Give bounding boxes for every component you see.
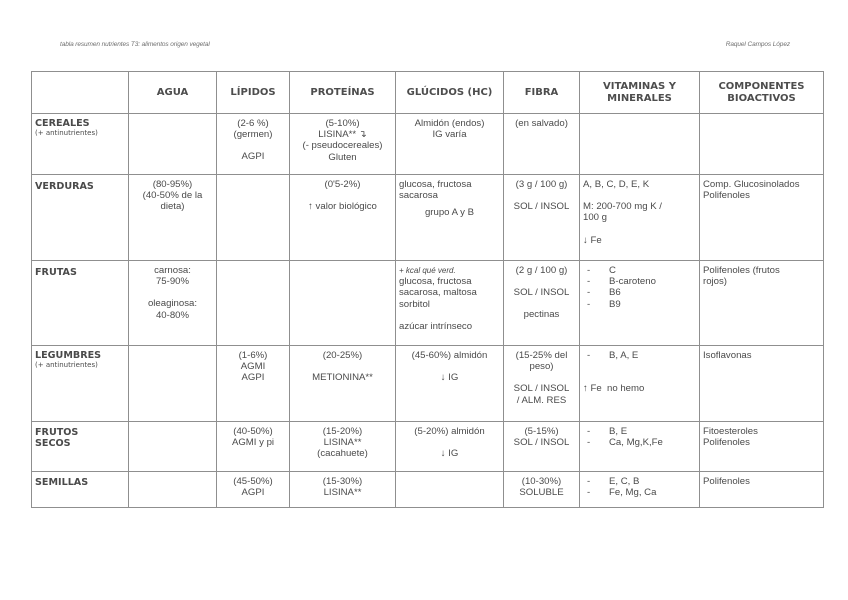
spacer <box>293 190 392 201</box>
cell-frutas-bioactivos <box>700 261 824 346</box>
cell-legumbres-bioactivos <box>700 346 824 422</box>
table-header-row <box>32 72 824 114</box>
cell-legumbres-proteinas <box>290 346 396 422</box>
cell-line: dieta) <box>160 201 185 213</box>
spacer <box>583 224 696 235</box>
row-label-semillas <box>32 472 129 508</box>
table-row-verduras <box>32 175 824 261</box>
spacer <box>507 276 576 287</box>
cell-line: (20-25%) <box>322 350 363 361</box>
cell-line: ↓ Fe <box>583 234 602 246</box>
document-header-left: tabla resumen nutrientes T3: alimentos origen vegetal <box>60 41 210 48</box>
row-label-verduras <box>32 175 129 261</box>
cell-verduras-fibra <box>504 175 580 261</box>
spacer <box>399 437 500 448</box>
cell-line: (1-6%) <box>238 350 268 361</box>
cell-line: (10-30%) <box>521 476 562 487</box>
cell-cereales-fibra <box>504 114 580 175</box>
cell-frutos-secos-lipidos <box>217 422 290 472</box>
spacer <box>583 190 696 201</box>
cell-line: oleaginosa: <box>147 298 198 310</box>
cell-line: (40-50% de la <box>142 190 203 202</box>
bullet-text: Ca, Mg,K,Fe <box>609 437 663 449</box>
bullet-item <box>583 265 696 276</box>
row-name: LEGUMBRES <box>35 350 102 361</box>
cell-line: Polifenoles <box>703 190 750 202</box>
cell-line: ↓ IG <box>440 448 459 460</box>
spacer <box>507 372 576 383</box>
cell-semillas-lipidos <box>217 472 290 508</box>
row-name: CEREALES <box>35 118 90 129</box>
cell-line: sacarosa, maltosa <box>399 287 477 299</box>
cell-line: peso) <box>529 361 554 373</box>
cell-cereales-lipidos <box>217 114 290 175</box>
cell-line: (en salvado) <box>515 118 568 129</box>
row-name: SEMILLAS <box>35 477 89 488</box>
cell-line: Fitoesteroles <box>703 426 758 437</box>
bullet-item <box>583 276 696 287</box>
cell-frutas-agua <box>129 261 217 346</box>
cell-line: + kcal qué verd. <box>399 266 456 275</box>
cell-line: SOL / INSOL <box>513 437 570 449</box>
cell-line: (germen) <box>233 129 273 141</box>
cell-frutos-secos-fibra <box>504 422 580 472</box>
row-name: VERDURAS <box>35 181 94 192</box>
row-label-frutos-secos <box>32 422 129 472</box>
row-subtitle: (+ antinutrientes) <box>35 129 98 138</box>
bullet-item <box>583 350 696 361</box>
cell-line: (15-30%) <box>322 476 363 487</box>
row-label-cereales <box>32 114 129 175</box>
cell-legumbres-glucidos <box>396 346 504 422</box>
cell-line: Almidón (endos) <box>414 118 485 129</box>
spacer <box>399 361 500 372</box>
cell-line: ↑ valor biológico <box>308 201 377 213</box>
cell-line: AGPI <box>241 372 265 384</box>
header-fibra: FIBRA <box>504 72 580 114</box>
cell-line: (5-10%) <box>325 118 360 129</box>
cell-frutos-secos-proteinas <box>290 422 396 472</box>
cell-line: AGPI <box>241 487 265 499</box>
bullet-item <box>583 426 696 437</box>
cell-line: LISINA** ↴ <box>318 129 367 141</box>
cell-frutas-vitaminas <box>580 261 700 346</box>
table-row-frutas <box>32 261 824 346</box>
cell-semillas-glucidos <box>396 472 504 508</box>
spacer <box>583 361 696 372</box>
cell-line: AGPI <box>241 151 265 163</box>
cell-verduras-vitaminas <box>580 175 700 261</box>
cell-legumbres-fibra <box>504 346 580 422</box>
cell-line: (3 g / 100 g) <box>515 179 568 190</box>
cell-line: (0'5-2%) <box>324 179 361 190</box>
spacer <box>507 298 576 309</box>
spacer <box>220 140 286 151</box>
cell-line: SOL / INSOL <box>513 383 570 395</box>
header-lipidos: LÍPIDOS <box>217 72 290 114</box>
cell-cereales-agua <box>129 114 217 175</box>
cell-frutos-secos-bioactivos <box>700 422 824 472</box>
cell-line: (45-50%) <box>233 476 273 487</box>
cell-line: rojos) <box>703 276 727 288</box>
header-proteinas: PROTEÍNAS <box>290 72 396 114</box>
cell-cereales-bioactivos <box>700 114 824 175</box>
nutrient-summary-table <box>31 71 824 508</box>
cell-frutos-secos-glucidos <box>396 422 504 472</box>
table-row-semillas <box>32 472 824 508</box>
cell-line: ↑ Fe no hemo <box>583 383 645 395</box>
spacer <box>293 361 392 372</box>
spacer <box>399 310 500 321</box>
cell-line: (40-50%) <box>233 426 273 437</box>
cell-line: IG varía <box>432 129 467 141</box>
row-name-2: SECOS <box>35 438 71 450</box>
cell-verduras-lipidos <box>217 175 290 261</box>
cell-legumbres-vitaminas <box>580 346 700 422</box>
cell-frutas-proteinas <box>290 261 396 346</box>
header-componentes-bioactivos: COMPONENTES BIOACTIVOS <box>700 72 824 114</box>
table-row-frutos-secos <box>32 422 824 472</box>
row-label-legumbres <box>32 346 129 422</box>
cell-line: AGMI <box>240 361 266 373</box>
bullet-item <box>583 476 696 487</box>
row-name: FRUTAS <box>35 267 77 278</box>
cell-line: (5-20%) almidón <box>414 426 485 437</box>
cell-line: sorbitol <box>399 298 430 310</box>
cell-line: 40-80% <box>155 309 190 321</box>
cell-verduras-proteinas <box>290 175 396 261</box>
bullet-text: E, C, B <box>609 476 640 487</box>
bullet-item <box>583 287 696 298</box>
cell-line: (80-95%) <box>152 179 193 190</box>
header-vitaminas-minerales: VITAMINAS Y MINERALES <box>580 72 700 114</box>
cell-frutas-glucidos <box>396 261 504 346</box>
cell-line: glucosa, fructosa <box>399 179 472 190</box>
bullet-item <box>583 437 696 448</box>
cell-line: (- pseudocereales) <box>302 140 383 152</box>
bullet-item <box>583 487 696 498</box>
cell-line: grupo A y B <box>424 207 475 219</box>
cell-line: Isoflavonas <box>703 350 752 361</box>
cell-line: 75-90% <box>155 276 190 288</box>
cell-line: 100 g <box>583 212 608 224</box>
bullet-text: C <box>609 265 616 276</box>
cell-cereales-vitaminas <box>580 114 700 175</box>
cell-line: LISINA** <box>323 487 362 499</box>
spacer <box>583 372 696 383</box>
cell-frutas-lipidos <box>217 261 290 346</box>
spacer <box>507 190 576 201</box>
cell-line: SOLUBLE <box>519 487 564 499</box>
cell-line: (2-6 %) <box>237 118 269 129</box>
cell-line: (2 g / 100 g) <box>515 265 568 276</box>
cell-verduras-agua <box>129 175 217 261</box>
row-name: FRUTOS <box>35 427 79 438</box>
cell-line: SOL / INSOL <box>513 201 570 213</box>
header-agua: AGUA <box>129 72 217 114</box>
spacer <box>132 287 213 298</box>
cell-line: Polifenoles (frutos <box>703 265 780 276</box>
cell-line: Polifenoles <box>703 476 750 487</box>
bullet-text: B, E <box>609 426 628 437</box>
cell-line: glucosa, fructosa <box>399 276 472 288</box>
cell-line: LISINA** <box>323 437 362 449</box>
cell-line: carnosa: <box>154 265 191 276</box>
cell-cereales-proteinas <box>290 114 396 175</box>
row-subtitle: (+ antinutrientes) <box>35 361 98 370</box>
cell-line: Polifenoles <box>703 437 750 449</box>
cell-frutos-secos-agua <box>129 422 217 472</box>
table-row-legumbres <box>32 346 824 422</box>
cell-line: (cacahuete) <box>317 448 368 460</box>
cell-line: AGMI y pi <box>231 437 275 449</box>
cell-line: (45-60%) almidón <box>411 350 488 361</box>
cell-line: Comp. Glucosinolados <box>703 179 800 190</box>
cell-legumbres-agua <box>129 346 217 422</box>
cell-cereales-glucidos <box>396 114 504 175</box>
cell-semillas-proteinas <box>290 472 396 508</box>
cell-line: METIONINA** <box>312 372 373 384</box>
document-header-right: Raquel Campos López <box>725 41 790 48</box>
cell-line: azúcar intrínseco <box>399 320 473 332</box>
cell-line: sacarosa <box>399 190 438 202</box>
header-cell-empty <box>32 72 129 114</box>
cell-frutos-secos-vitaminas <box>580 422 700 472</box>
bullet-text: B, A, E <box>609 350 639 361</box>
bullet-text: B-caroteno <box>609 276 656 288</box>
cell-line: A, B, C, D, E, K <box>583 179 650 190</box>
row-label-frutas <box>32 261 129 346</box>
cell-line: pectinas <box>523 309 560 321</box>
cell-line: ↓ IG <box>440 372 459 384</box>
bullet-text: Fe, Mg, Ca <box>609 487 657 499</box>
cell-line: Gluten <box>328 151 357 163</box>
cell-line: SOL / INSOL <box>513 287 570 299</box>
cell-line: (15-20%) <box>322 426 363 437</box>
cell-line: (15-25% del <box>515 350 568 361</box>
cell-line: / ALM. RES <box>516 394 567 406</box>
cell-semillas-fibra <box>504 472 580 508</box>
cell-semillas-vitaminas <box>580 472 700 508</box>
cell-line: (5-15%) <box>524 426 559 437</box>
cell-semillas-bioactivos <box>700 472 824 508</box>
table-row-cereales <box>32 114 824 175</box>
cell-semillas-agua <box>129 472 217 508</box>
cell-verduras-bioactivos <box>700 175 824 261</box>
header-glucidos: GLÚCIDOS (HC) <box>396 72 504 114</box>
cell-line: M: 200-700 mg K / <box>583 201 662 213</box>
bullet-item <box>583 299 696 310</box>
cell-verduras-glucidos <box>396 175 504 261</box>
cell-legumbres-lipidos <box>217 346 290 422</box>
bullet-text: B9 <box>609 298 621 310</box>
cell-frutas-fibra <box>504 261 580 346</box>
bullet-text: B6 <box>609 287 621 299</box>
